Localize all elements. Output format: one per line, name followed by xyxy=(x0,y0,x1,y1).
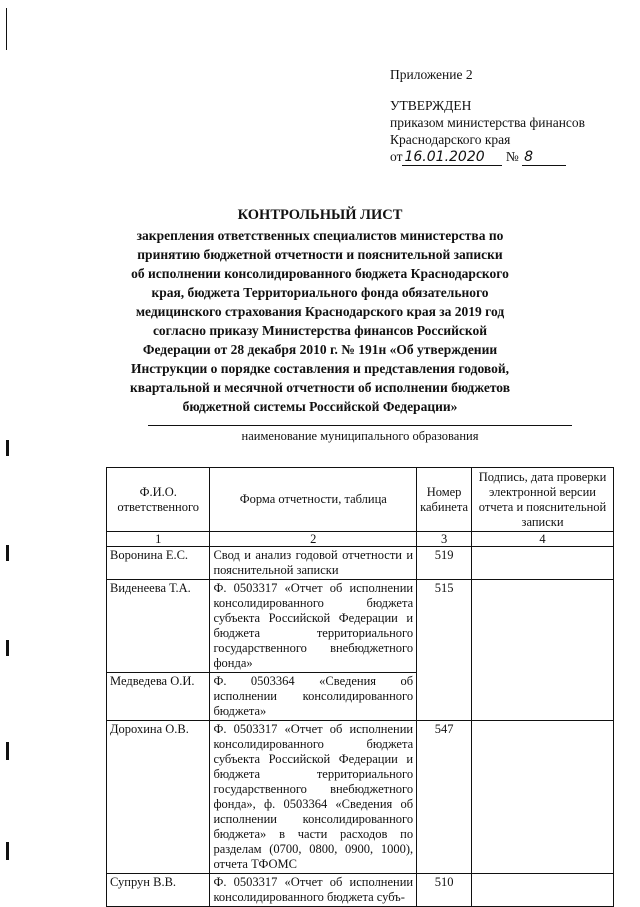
cabinet-number: 510 xyxy=(417,874,472,907)
responsible-name: Воронина Е.С. xyxy=(107,547,210,580)
signature-cell xyxy=(472,874,614,907)
approval-block xyxy=(390,66,630,166)
scan-edge-mark xyxy=(6,8,7,50)
municipality-label: наименование муниципального образования xyxy=(241,429,479,443)
scan-edge-mark xyxy=(6,640,9,656)
report-form: Ф. 0503317 «Отчет об исполнении консолидированного бюджета субъекта Российской Федерации и бюджета территориального государственного внебюджетного фонда», ф. 0503364 «Сведения об исполнении консолидированного бюджета» в части расходов по разделам (0700, 0800, 0900, 1000), отчета ТФОМС xyxy=(210,721,417,874)
responsible-name: Дорохина О.В. xyxy=(107,721,210,874)
date-prefix: от xyxy=(390,149,403,164)
order-date-line xyxy=(390,148,630,166)
handwritten-number: 8 xyxy=(522,150,566,166)
report-form: Ф. 0503317 «Отчет об исполнении консолидированного бюджета субъ- xyxy=(210,874,417,907)
scan-edge-mark xyxy=(6,545,9,561)
cabinet-number: 515 xyxy=(417,580,472,721)
scan-edge-mark xyxy=(6,440,9,456)
column-number-row xyxy=(107,532,614,547)
order-line-2: Краснодарского края xyxy=(390,132,511,147)
table-row xyxy=(107,547,614,580)
column-number: 1 xyxy=(107,532,210,547)
column-number: 4 xyxy=(472,532,614,547)
responsible-name: Медведева О.И. xyxy=(107,673,210,721)
signature-cell xyxy=(472,547,614,580)
scan-edge-mark xyxy=(6,842,9,860)
order-line-1: приказом министерства финансов xyxy=(390,115,586,130)
responsible-name: Супрун В.В. xyxy=(107,874,210,907)
table-row xyxy=(107,874,614,907)
handwritten-date: 16.01.2020 xyxy=(402,150,502,166)
cabinet-number: 519 xyxy=(417,547,472,580)
header-name: Ф.И.О. ответственного xyxy=(107,468,210,532)
control-list-table xyxy=(106,467,614,907)
cabinet-number: 547 xyxy=(417,721,472,874)
column-number: 3 xyxy=(417,532,472,547)
header-form: Форма отчетности, таблица xyxy=(210,468,417,532)
signature-cell xyxy=(472,580,614,721)
table-row xyxy=(107,580,614,673)
scan-edge-mark xyxy=(6,742,9,760)
report-form: Ф. 0503364 «Сведения об исполнении консолидированного бюджета» xyxy=(210,673,417,721)
appendix-label: Приложение 2 xyxy=(390,67,473,82)
table-header-row xyxy=(107,468,614,532)
report-form: Свод и анализ годовой отчетности и пояснительной записки xyxy=(210,547,417,580)
responsible-name: Виденеева Т.А. xyxy=(107,580,210,673)
signature-cell xyxy=(472,721,614,874)
number-sign: № xyxy=(505,149,519,164)
municipality-blank-line xyxy=(148,425,572,426)
column-number: 2 xyxy=(210,532,417,547)
report-form: Ф. 0503317 «Отчет об исполнении консолидированного бюджета субъекта Российской Федерации и бюджета территориального государственного внебюджетного фонда» xyxy=(210,580,417,673)
document-title: КОНТРОЛЬНЫЙ ЛИСТ xyxy=(237,207,403,223)
header-signature: Подпись, дата проверки электронной версии отчета и пояснительной записки xyxy=(472,468,614,532)
document-subtitle: закрепления ответственных специалистов министерства по принятию бюджетной отчетности и пояснительной записки об исполнении консолидированного бюджета Краснодарского края, бюджета Территориального фонда обязательного медицинского страхования Краснодарского края за 2019 год согласно приказу Министерства финансов Российской Федерации от 28 декабря 2010 г. № 191н «Об утверждении Инструкции о порядке составления и представления годовой, квартальной и месячной отчетности об исполнении бюджетов бюджетной системы Российской Федерации» xyxy=(130,228,510,414)
approved-label: УТВЕРЖДЕН xyxy=(390,98,472,113)
header-cabinet: Номер кабинета xyxy=(417,468,472,532)
table-row xyxy=(107,721,614,874)
